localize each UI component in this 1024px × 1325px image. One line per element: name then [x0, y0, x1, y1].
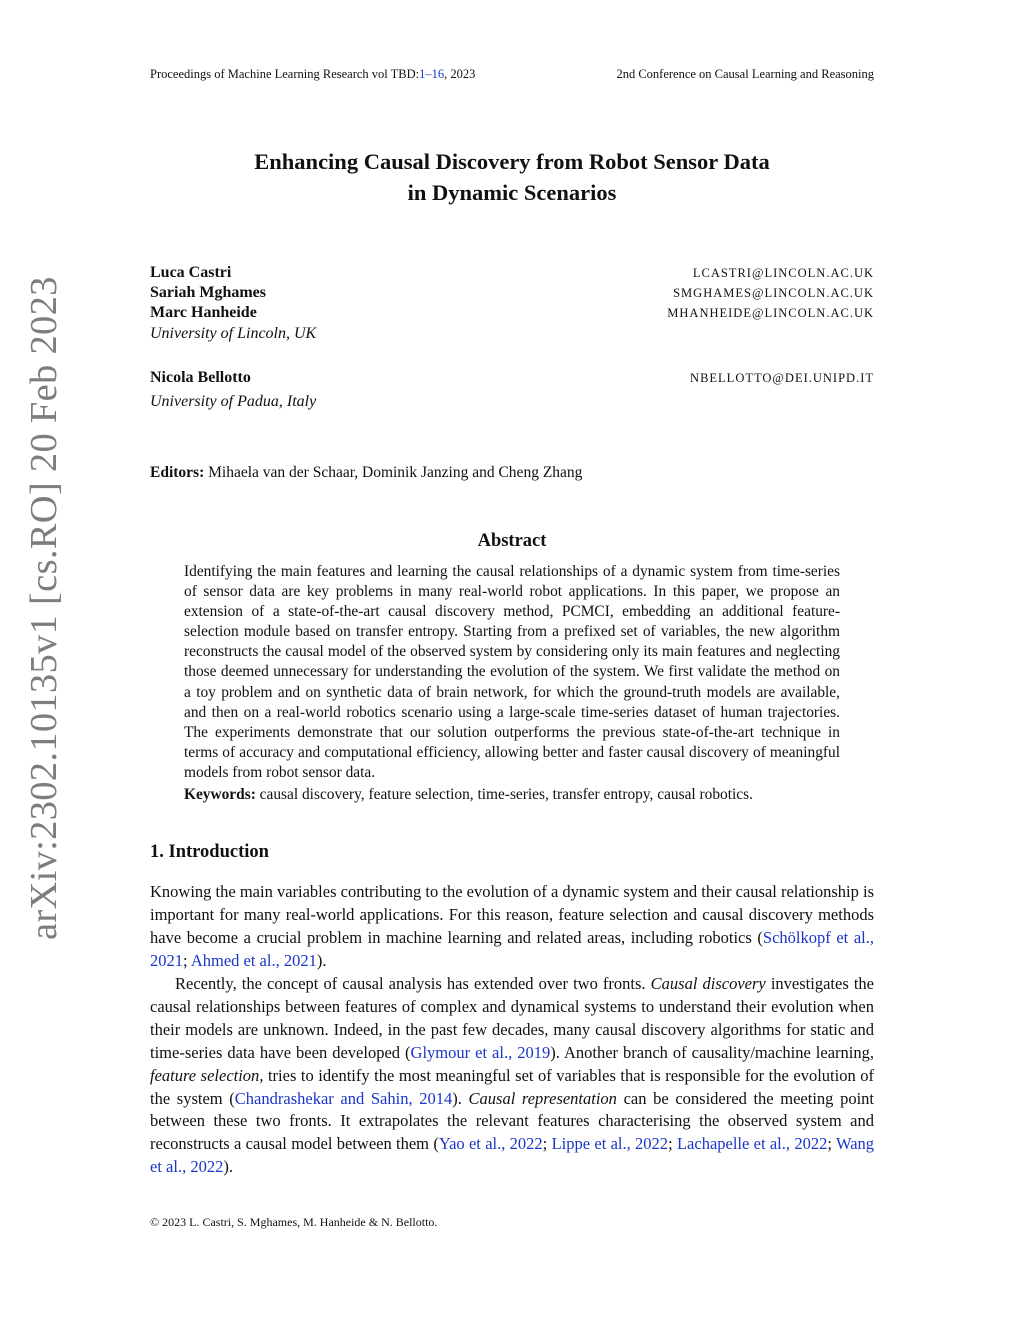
- citation-link[interactable]: Ahmed et al., 2021: [190, 950, 317, 970]
- title-line-1: Enhancing Causal Discovery from Robot Sensor Data: [254, 149, 770, 174]
- abstract-heading: Abstract: [477, 531, 547, 551]
- citation-link[interactable]: Lachapelle et al., 2022: [676, 1134, 828, 1154]
- abstract-text: Identifying the main features and learning the causal relationships of a dynamic system from time-series of sensor data are key problems in many real-world robot applications. In this paper, we propose an extension of a state-of-the-art causal discovery method, PCMCI, embedding an additional feature-selection module based on transfer entropy. Starting from a prefixed set of variables, the new algorithm reconstructs the causal model of the observed system by considering only its main features and neglecting those deemed unnecessary for understanding the evolution of the system. We first validate the method on a toy problem and on synthetic data of brain network, for which the ground-truth models are available, and then on a real-world robotics scenario using a large-scale time-series dataset of human trajectories. The experiments demonstrate that our solution outperforms the previous state-of-the-art technique in terms of accuracy and computational efficiency, allowing better and faster causal discovery of meaningful models from robot sensor data.: [184, 563, 840, 781]
- keywords-list: causal discovery, feature selection, time-series, transfer entropy, causal robotics.: [255, 786, 753, 803]
- citation-link[interactable]: Chandrashekar and Sahin, 2014: [234, 1088, 453, 1108]
- author-email[interactable]: MHANHEIDE@LINCOLN.AC.UK: [667, 306, 874, 320]
- citation-link[interactable]: Lippe et al., 2022: [551, 1134, 669, 1154]
- keywords-line: [184, 786, 840, 804]
- title-line-2: in Dynamic Scenarios: [407, 180, 617, 205]
- author-email[interactable]: LCASTRI@LINCOLN.AC.UK: [692, 266, 874, 280]
- section-heading-introduction: 1. Introduction: [150, 842, 269, 862]
- author-row: [150, 304, 874, 322]
- author-email[interactable]: NBELLOTTO@DEI.UNIPD.IT: [690, 371, 874, 385]
- author-row: [150, 284, 874, 302]
- affiliation-padua: University of Padua, Italy: [150, 393, 317, 410]
- intro-paragraph-1: Knowing the main variables contributing to the evolution of a dynamic system and their causal relationship is important for many real-world applications. For this reason, feature selection and causal discovery methods have become a crucial problem in machine learning and related areas, including robotics (Schölkopf et al., 2021; Ahmed et al., 2021).: [150, 882, 875, 970]
- author-email[interactable]: SMGHAMES@LINCOLN.AC.UK: [673, 286, 874, 300]
- author-name: Luca Castri: [150, 264, 232, 281]
- running-header: [150, 67, 874, 82]
- citation-link[interactable]: Schölkopf et al., 2021: [150, 927, 874, 970]
- keywords-label: Keywords:: [184, 786, 256, 803]
- intro-paragraph-2: Recently, the concept of causal analysis has extended over two fronts. Causal discovery investigates the causal relationships between features of complex and dynamical systems to understand their evolution when their models are unknown. Indeed, in the past few decades, many causal discovery algorithms for static and time-series data have been developed (Glymour et al., 2019). Another branch of causality/machine learning, feature selection, tries to identify the most meaningful set of variables that is responsible for the evolution of the system (Chandrashekar and Sahin, 2014). Causal representation can be considered the meeting point between these two fronts. It extrapolates the relevant features characterising the observed system and reconstructs a causal model between them (Yao et al., 2022; Lippe et al., 2022; Lachapelle et al., 2022; Wang et al., 2022).: [150, 974, 875, 1177]
- citation-link[interactable]: Yao et al., 2022: [438, 1134, 543, 1154]
- author-name: Marc Hanheide: [150, 304, 257, 321]
- affiliation-lincoln: University of Lincoln, UK: [150, 325, 317, 342]
- header-proceedings: Proceedings of Machine Learning Research vol TBD:1–16, 2023: [150, 67, 476, 81]
- author-name: Nicola Bellotto: [150, 369, 251, 386]
- citation-link[interactable]: Wang et al., 2022: [150, 1134, 875, 1177]
- header-conference: 2nd Conference on Causal Learning and Reasoning: [616, 67, 874, 81]
- citation-link[interactable]: Glymour et al., 2019: [410, 1042, 551, 1062]
- editors-line: [150, 464, 582, 482]
- paper-title: [150, 146, 874, 208]
- arxiv-stamp: arXiv:2302.10135v1 [cs.RO] 20 Feb 2023: [23, 276, 65, 940]
- editors-label: Editors:: [150, 464, 205, 481]
- author-name: Sariah Mghames: [150, 284, 266, 301]
- editors-names: Mihaela van der Schaar, Dominik Janzing and Cheng Zhang: [204, 464, 583, 481]
- header-pages-link[interactable]: 1–16: [419, 67, 445, 81]
- copyright-footer: © 2023 L. Castri, S. Mghames, M. Hanheide & N. Bellotto.: [150, 1215, 438, 1229]
- author-row: [150, 369, 874, 387]
- author-row: [150, 264, 874, 282]
